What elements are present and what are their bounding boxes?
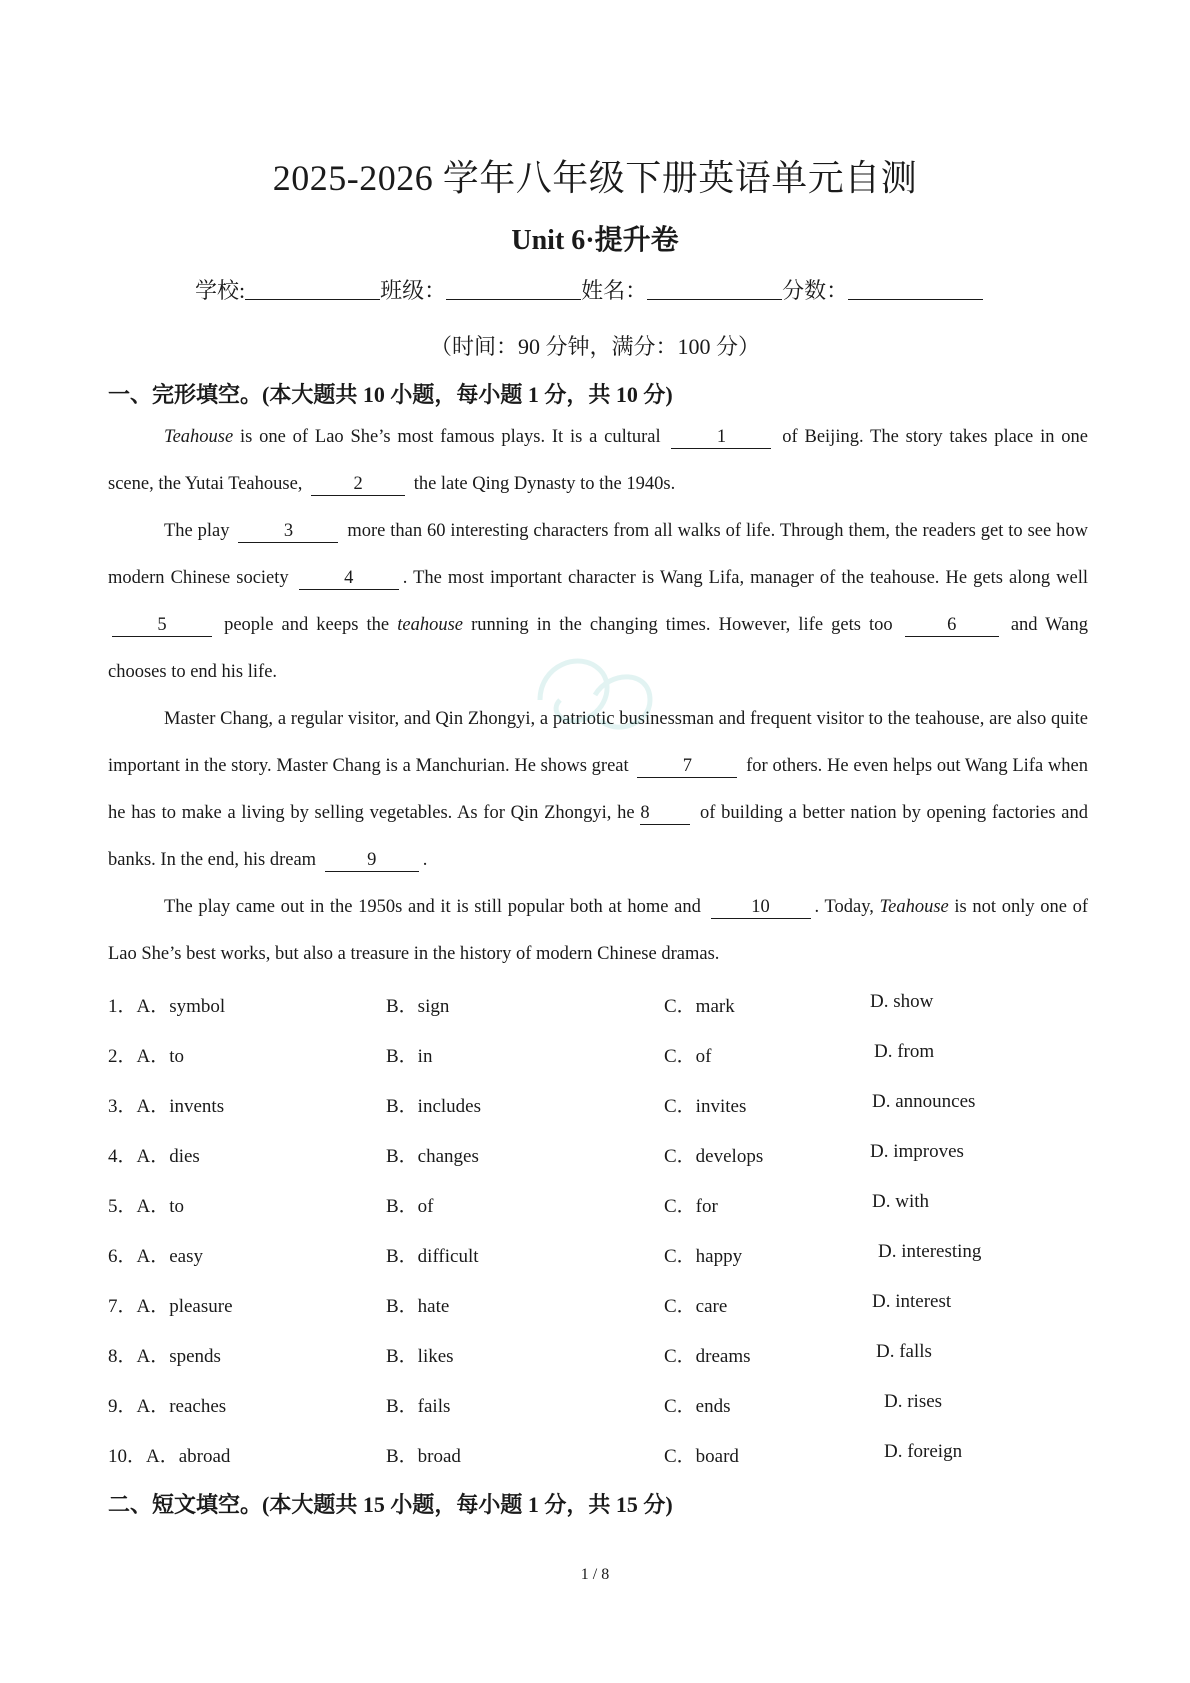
text-span: Master Chang, a regular visitor, and Qin Zhongyi, a patriotic businessman and frequent visitor to the teahouse, are also quite important in the story. Master Chang is a Manchurian. He shows great <box>108 709 1088 776</box>
option-d[interactable]: D. show <box>870 991 934 1012</box>
option-c[interactable]: C．ends <box>664 1396 731 1417</box>
question-9-options <box>108 1391 1088 1441</box>
text-span: of building a better nation by opening factories and banks. In the end, his dream <box>108 803 1088 870</box>
option-b[interactable]: B．hate <box>386 1296 450 1317</box>
blank-5[interactable]: 5 <box>112 615 212 637</box>
name-field[interactable] <box>647 279 782 300</box>
option-b[interactable]: B．sign <box>386 996 450 1017</box>
option-a[interactable]: 8．A．spends <box>108 1346 221 1367</box>
text-span: teahouse <box>397 615 463 635</box>
options-list <box>108 991 1088 1491</box>
question-3-options <box>108 1091 1088 1141</box>
text-span: . The most important character is Wang Lifa, manager of the teahouse. He gets along well <box>402 568 1089 588</box>
section-2-heading: 二、短文填空。(本大题共 15 小题，每小题 1 分，共 15 分) <box>108 1492 673 1517</box>
text-span: The play <box>164 521 235 541</box>
option-a[interactable]: 10．A．abroad <box>108 1446 231 1467</box>
option-d[interactable]: D. rises <box>884 1391 943 1412</box>
blank-3[interactable]: 3 <box>238 521 338 543</box>
page-subtitle: Unit 6·提升卷 <box>511 225 679 256</box>
blank-6[interactable]: 6 <box>905 615 999 637</box>
play-title: Teahouse <box>164 427 234 447</box>
blank-7[interactable]: 7 <box>637 756 737 778</box>
cloze-paragraph-2 <box>108 508 1088 696</box>
question-2-options <box>108 1041 1088 1091</box>
blank-8[interactable]: 8 <box>640 803 690 825</box>
text-span: for others. He even helps out Wang Lifa when he has to make a living by selling vegetables. As for Qin Zhongyi, he <box>108 756 1088 823</box>
text-span: and Wang chooses to end his life. <box>108 615 1089 682</box>
option-d[interactable]: D. announces <box>872 1091 976 1112</box>
text-span: people and keeps the <box>216 615 398 635</box>
blank-2[interactable]: 2 <box>311 474 405 496</box>
blank-4[interactable]: 4 <box>299 568 399 590</box>
cloze-paragraph-1 <box>108 414 1088 508</box>
time-note: （时间：90 分钟，满分：100 分） <box>429 334 760 359</box>
text-span: of Beijing. The story takes place in one scene, the Yutai Teahouse, <box>108 427 1088 494</box>
option-b[interactable]: B．changes <box>386 1146 479 1167</box>
question-7-options <box>108 1291 1088 1341</box>
option-b[interactable]: B．broad <box>386 1446 461 1467</box>
cloze-paragraph-3 <box>108 696 1088 884</box>
option-b[interactable]: B．difficult <box>386 1246 479 1267</box>
question-6-options <box>108 1241 1088 1291</box>
option-c[interactable]: C．board <box>664 1446 739 1467</box>
page-number: 1 / 8 <box>580 1566 610 1583</box>
option-b[interactable]: B．in <box>386 1046 433 1067</box>
option-a[interactable]: 7．A．pleasure <box>108 1296 233 1317</box>
option-a[interactable]: 1．A．symbol <box>108 996 226 1017</box>
option-b[interactable]: B．includes <box>386 1096 481 1117</box>
text-span: the late Qing Dynasty to the 1940s. <box>409 474 676 494</box>
question-1-options <box>108 991 1088 1041</box>
question-10-options <box>108 1441 1088 1491</box>
class-label: 班级： <box>380 278 447 303</box>
option-c[interactable]: C．happy <box>664 1246 743 1267</box>
score-field[interactable] <box>848 279 983 300</box>
option-c[interactable]: C．develops <box>664 1146 764 1167</box>
option-b[interactable]: B．likes <box>386 1346 454 1367</box>
option-d[interactable]: D. improves <box>870 1141 964 1162</box>
question-5-options <box>108 1191 1088 1241</box>
option-c[interactable]: C．mark <box>664 996 735 1017</box>
option-a[interactable]: 4．A．dies <box>108 1146 200 1167</box>
question-4-options <box>108 1141 1088 1191</box>
text-span: The play came out in the 1950s and it is still popular both at home and <box>164 897 707 917</box>
text-span: . <box>422 850 428 870</box>
text-span: Teahouse <box>879 897 949 917</box>
option-c[interactable]: C．care <box>664 1296 728 1317</box>
option-b[interactable]: B．of <box>386 1196 434 1217</box>
name-label: 姓名： <box>581 278 648 303</box>
school-field[interactable] <box>245 279 380 300</box>
option-a[interactable]: 9．A．reaches <box>108 1396 227 1417</box>
blank-9[interactable]: 9 <box>325 850 419 872</box>
option-d[interactable]: D. interesting <box>878 1241 982 1262</box>
page-title: 2025-2026 学年八年级下册英语单元自测 <box>272 158 918 198</box>
blank-10[interactable]: 10 <box>711 897 811 919</box>
section-1-heading: 一、完形填空。(本大题共 10 小题，每小题 1 分，共 10 分) <box>108 382 673 407</box>
option-c[interactable]: C．of <box>664 1046 712 1067</box>
option-a[interactable]: 2．A．to <box>108 1046 185 1067</box>
option-a[interactable]: 5．A．to <box>108 1196 185 1217</box>
option-a[interactable]: 6．A．easy <box>108 1246 203 1267</box>
blank-1[interactable]: 1 <box>671 427 771 449</box>
option-c[interactable]: C．dreams <box>664 1346 751 1367</box>
student-info-row <box>195 274 983 305</box>
text-span: . Today, <box>814 897 880 917</box>
option-d[interactable]: D. falls <box>876 1341 932 1362</box>
option-b[interactable]: B．fails <box>386 1396 451 1417</box>
option-d[interactable]: D. with <box>872 1191 929 1212</box>
option-d[interactable]: D. from <box>874 1041 935 1062</box>
cloze-paragraph-4 <box>108 884 1088 978</box>
text-span: more than 60 interesting characters from all walks of life. Through them, the readers get to see how modern Chinese society <box>108 521 1088 588</box>
option-a[interactable]: 3．A．invents <box>108 1096 225 1117</box>
text-span: is not only one of Lao She’s best works, but also a treasure in the history of modern Chinese dramas. <box>108 897 1089 964</box>
text-span: running in the changing times. However, life gets too <box>462 615 901 635</box>
school-label: 学校: <box>195 278 246 303</box>
option-d[interactable]: D. interest <box>872 1291 952 1312</box>
question-8-options <box>108 1341 1088 1391</box>
option-c[interactable]: C．for <box>664 1196 718 1217</box>
option-d[interactable]: D. foreign <box>884 1441 963 1462</box>
score-label: 分数： <box>782 278 849 303</box>
class-field[interactable] <box>446 279 581 300</box>
text-span: is one of Lao She’s most famous plays. It is a cultural <box>233 427 668 447</box>
option-c[interactable]: C．invites <box>664 1096 747 1117</box>
